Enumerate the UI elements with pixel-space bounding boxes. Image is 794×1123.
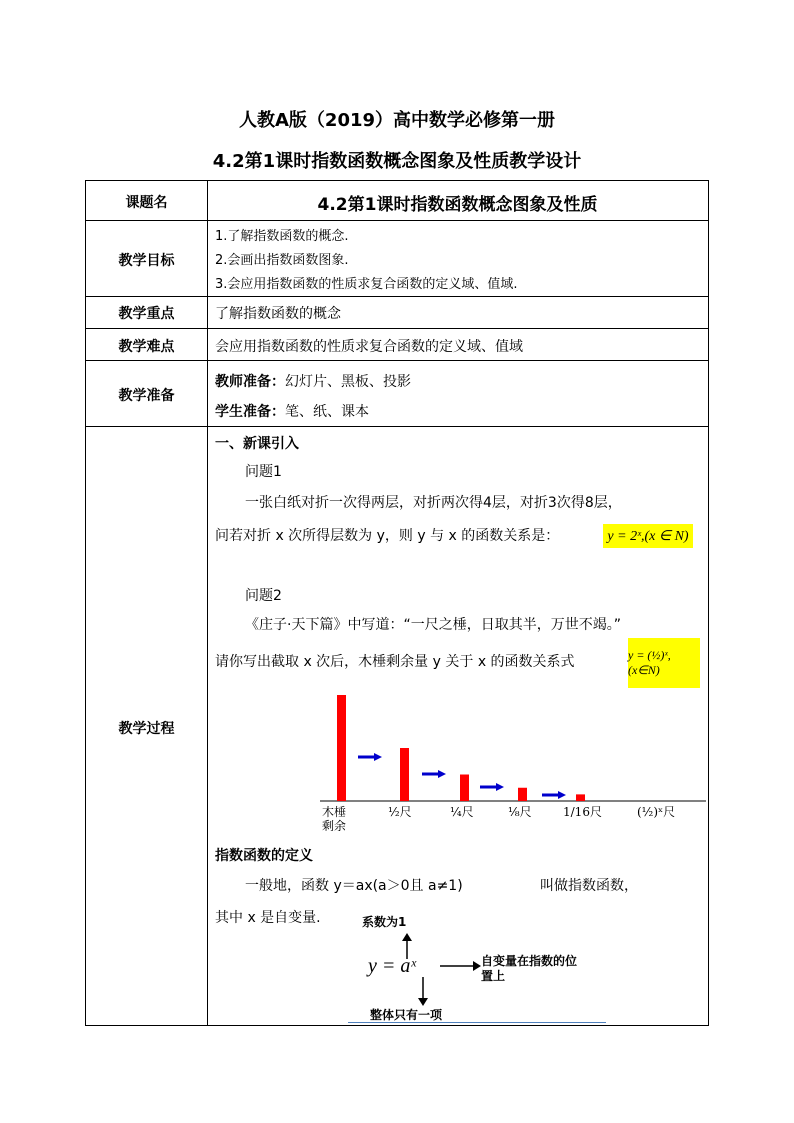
chart-tick-label: 1/16尺 (563, 805, 602, 819)
question-1-text: 问若对折 x 次所得层数为 y，则 y 与 x 的函数关系是： (215, 528, 560, 544)
arrow-right-icon (438, 770, 446, 778)
student-prep (215, 401, 369, 421)
teacher-prep-label: 教师准备： (215, 374, 285, 390)
annotation-underline (348, 1022, 606, 1023)
annotation-arrows (395, 933, 495, 1008)
goal-item: 1.了解指数函数的概念. (215, 229, 349, 244)
question-1-title: 问题1 (245, 464, 282, 480)
label-topic: 课题名 (125, 195, 168, 211)
chart-bar (576, 794, 585, 801)
annotation-exponent: 置上 (481, 969, 506, 983)
document-title: 人教A版（2019）高中数学必修第一册 (238, 110, 556, 131)
chart-tick-label: 木棰剩余 (322, 805, 347, 833)
student-prep-value: 笔、纸、课本 (285, 404, 369, 420)
question-1-formula: y = 2ˣ,(x ∈ N) (603, 524, 693, 548)
chart-bar (518, 788, 527, 801)
definition-text: 其中 x 是自变量. (215, 910, 321, 926)
annotation-coefficient: 系数为1 (362, 915, 407, 929)
question-1-text: 一张白纸对折一次得两层，对折两次得4层，对折3次得8层， (245, 495, 622, 511)
document-subtitle: 4.2第1课时指数函数概念图象及性质教学设计 (212, 151, 582, 172)
chart-tick-label: ⅛尺 (508, 805, 532, 819)
teacher-prep-value: 幻灯片、黑板、投影 (285, 374, 411, 390)
definition-text: 叫做指数函数， (540, 878, 638, 894)
chart-tick-label: ¼尺 (450, 805, 474, 819)
chart-bar (400, 748, 409, 801)
difficulty-value: 会应用指数函数的性质求复合函数的定义域、值域 (215, 339, 523, 355)
arrow-right-icon (496, 783, 504, 791)
formula-main: y = aˣ (368, 955, 417, 977)
key-value: 了解指数函数的概念 (215, 306, 341, 322)
topic-value: 4.2第1课时指数函数概念图象及性质 (317, 195, 598, 215)
chart-tick-label: ½尺 (388, 805, 412, 819)
arrow-up-icon (402, 933, 412, 941)
question-2-formula: y = (½)ˣ,(x∈N) (628, 638, 700, 688)
label-key: 教学重点 (118, 306, 175, 322)
label-prep: 教学准备 (118, 388, 175, 404)
arrow-right-icon (473, 961, 481, 971)
chart-bar (337, 695, 346, 801)
arrow-right-icon (374, 753, 382, 761)
definition-heading: 指数函数的定义 (215, 848, 313, 864)
question-2-text: 《庄子·天下篇》中写道：“一尺之棰，日取其半，万世不竭。” (245, 617, 621, 633)
goal-item: 2.会画出指数函数图象. (215, 253, 349, 268)
definition-text: 一般地，函数 y＝ax(a＞0且 a≠1) (245, 878, 463, 894)
label-goals: 教学目标 (118, 253, 175, 269)
annotation-single-term: 整体只有一项 (370, 1008, 443, 1022)
arrow-down-icon (418, 998, 428, 1006)
student-prep-label: 学生准备： (215, 404, 285, 420)
chart-tick-label: (½)ˣ尺 (637, 805, 676, 819)
question-2-text: 请你写出截取 x 次后，木棰剩余量 y 关于 x 的函数关系式 (215, 654, 575, 670)
teacher-prep (215, 371, 411, 391)
section-heading: 一、新课引入 (215, 436, 299, 452)
chart-bar (460, 775, 469, 802)
goal-item: 3.会应用指数函数的性质求复合函数的定义域、值域. (215, 277, 518, 292)
label-difficulty: 教学难点 (118, 339, 175, 355)
question-2-title: 问题2 (245, 588, 282, 604)
label-process: 教学过程 (118, 721, 175, 737)
annotation-exponent: 自变量在指数的位 (481, 954, 578, 968)
arrow-right-icon (558, 791, 566, 799)
